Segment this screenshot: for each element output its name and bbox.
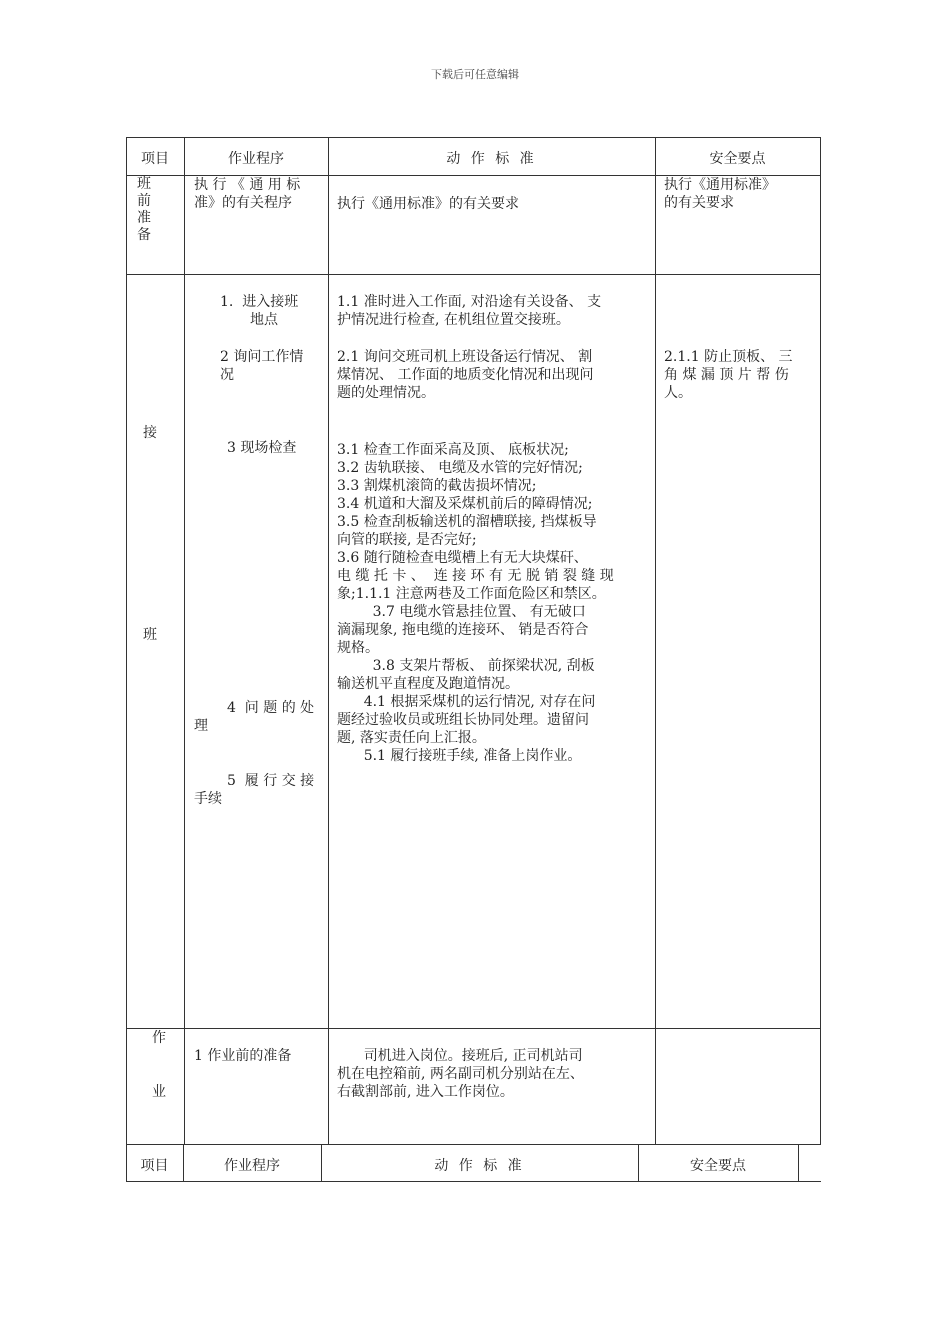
standard-block-2: 2.1 询问交班司机上班设备运行情况、 割 煤情况、 工作面的地质变化情况和出现问 题的处理情况。 [337, 349, 594, 401]
handover-safety: 2.1.1 防止顶板、 三 角 煤 漏 顶 片 帮 伤 人。 [664, 349, 793, 401]
header-standard: 动 作 标 准 [446, 151, 537, 167]
header-safety: 安全要点 [709, 151, 766, 167]
procedure-step-3: 3 现场检查 [227, 440, 297, 456]
procedure-step-2: 2 询问工作情 况 [220, 349, 304, 383]
header-procedure: 作业程序 [228, 151, 284, 167]
standard-block-3: 3.1 检查工作面采高及顶、 底板状况; 3.2 齿轨联接、 电缆及水管的完好情况; 3.3 割煤机滚筒的截齿损坏情况; 3.4 机道和大溜及采煤机前后的障碍情况; 3.5 检查刮板输送机的溜槽联接, 挡煤板导 向管的联接, 是否完好; 3.6 随行随检查电缆槽上有无大块煤矸、 电 缆 托 卡 、 连 接 环 有 无 脱 销 裂 缝 现 象;1.1.1 注意两巷及工作面危险区和禁区。 3.7 电缆水管悬挂位置、 有无破口 滴漏现象, 拖电缆的连接环、 销是否符合 规格。 3.8 支架片帮板、 前探梁状况, 刮板 输送机平直程度及跑道情况。 4.1 根据采煤机的运行情况, 对存在问 题经过验收员或班组长协同处理。遗留问 题, 落实责任向上汇报。 5.1 履行接班手续, 准备上岗作业。 [337, 442, 614, 764]
pre-shift-standard: 执行《通用标准》的有关要求 [337, 196, 519, 212]
pre-shift-procedure: 执 行 《 通 用 标 准》的有关程序 [194, 177, 301, 211]
header-note: 下载后可任意编辑 [431, 68, 519, 81]
handover-item-top: 接 [143, 425, 157, 441]
header-item: 项目 [141, 151, 169, 167]
operation-item-top: 作 [152, 1030, 166, 1046]
footer-header-procedure: 作业程序 [224, 1158, 280, 1174]
procedure-step-1: 1. 进入接班 地点 [220, 294, 299, 328]
operation-item-bottom: 业 [152, 1084, 166, 1100]
pre-shift-item: 班 前 准 备 [137, 176, 151, 243]
footer-header-item: 项目 [140, 1158, 169, 1174]
procedure-step-4: 4 问 题 的 处 理 [194, 700, 315, 734]
footer-header-standard: 动 作 标 准 [434, 1158, 525, 1174]
operation-standard: 司机进入岗位。接班后, 正司机站司 机在电控箱前, 两名副司机分别站在左、 右截割部前, 进入工作岗位。 [337, 1048, 584, 1100]
footer-header-safety: 安全要点 [690, 1158, 746, 1174]
procedure-step-5: 5 履 行 交 接 手续 [194, 773, 315, 807]
standard-block-1: 1.1 准时进入工作面, 对沿途有关设备、 支 护情况进行检查, 在机组位置交接班。 [337, 294, 602, 328]
handover-item-bottom: 班 [143, 627, 157, 643]
operation-procedure: 1 作业前的准备 [194, 1048, 292, 1064]
pre-shift-safety: 执行《通用标准》 的有关要求 [664, 177, 776, 211]
